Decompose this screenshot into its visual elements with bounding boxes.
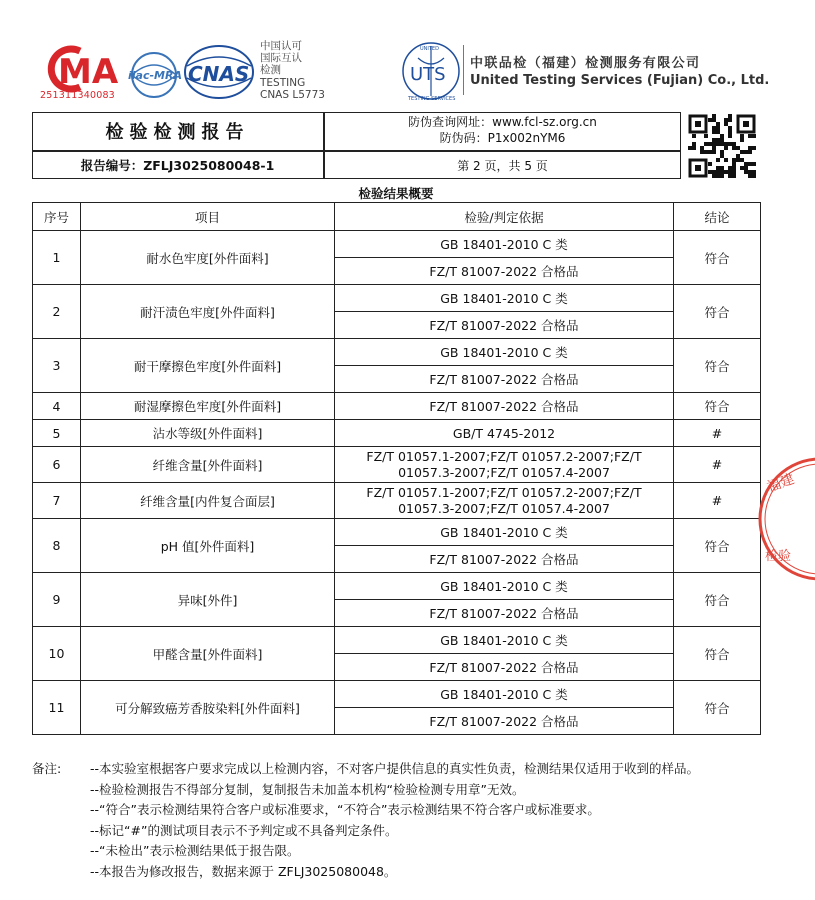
- row-basis: FZ/T 81007-2022 合格品: [335, 393, 674, 420]
- table-row: [33, 483, 761, 519]
- report-number: 报告编号：ZFLJ3025080048-1: [80, 158, 275, 173]
- table-row: [33, 231, 761, 258]
- note-line: --检验检测报告不得部分复制，复制报告未加盖本机构“检验检测专用章”无效。: [90, 781, 525, 797]
- row-no: 7: [33, 483, 81, 519]
- note-line: --标记“#”的测试项目表示不予判定或不具备判定条件。: [90, 822, 398, 838]
- table-row: [33, 519, 761, 546]
- row-result: #: [674, 420, 761, 447]
- row-result: 符合: [674, 573, 761, 627]
- row-basis: GB 18401-2010 C 类: [335, 231, 674, 258]
- col-header-result: 结论: [674, 203, 761, 231]
- table-row: [33, 393, 761, 420]
- row-item: 耐湿摩擦色牢度[外件面料]: [81, 393, 335, 420]
- results-table: [32, 202, 761, 735]
- row-item: 异味[外件]: [81, 573, 335, 627]
- report-title: 检验检测报告: [105, 122, 250, 143]
- row-basis: GB/T 4745-2012: [335, 420, 674, 447]
- table-row: [33, 339, 761, 366]
- row-item: 纤维含量[外件面料]: [81, 447, 335, 483]
- cma-code: 251311340083: [40, 90, 115, 101]
- row-result: #: [674, 483, 761, 519]
- uts-logo: [398, 38, 464, 104]
- col-header-no: 序号: [33, 203, 81, 231]
- row-no: 11: [33, 681, 81, 735]
- svg-text:MA: MA: [58, 52, 119, 92]
- note-line: --本报告为修改报告，数据来源于 ZFLJ3025080048。: [90, 863, 397, 879]
- company-name-en: United Testing Services (Fujian) Co., Ltd.: [470, 73, 770, 88]
- row-basis: FZ/T 81007-2022 合格品: [335, 708, 674, 735]
- row-no: 5: [33, 420, 81, 447]
- row-result: 符合: [674, 519, 761, 573]
- table-row: [33, 447, 761, 483]
- row-basis: GB 18401-2010 C 类: [335, 681, 674, 708]
- row-no: 8: [33, 519, 81, 573]
- verify-code: 防伪码：P1x002nYM6: [439, 131, 566, 145]
- cnas-accreditation-text: 中国认可 国际互认 检测 TESTING CNAS L5773: [260, 40, 325, 101]
- verify-url[interactable]: 防伪查询网址：www.fcl-sz.org.cn: [408, 115, 597, 129]
- svg-text:UNITED: UNITED: [420, 46, 439, 52]
- row-basis: GB 18401-2010 C 类: [335, 519, 674, 546]
- row-basis: FZ/T 81007-2022 合格品: [335, 312, 674, 339]
- table-row: [33, 420, 761, 447]
- row-basis: FZ/T 81007-2022 合格品: [335, 654, 674, 681]
- table-row: [33, 681, 761, 708]
- row-no: 3: [33, 339, 81, 393]
- row-no: 10: [33, 627, 81, 681]
- note-line: --本实验室根据客户要求完成以上检测内容，不对客户提供信息的真实性负责，检测结果仅适用于收到的样品。: [90, 761, 700, 776]
- cnas-logo-text: CNAS: [188, 62, 250, 86]
- cma-logo: [42, 47, 124, 92]
- note-line: --“符合”表示检测结果符合客户或标准要求，“不符合”表示检测结果不符合客户或标准要求。: [90, 802, 600, 818]
- svg-text:UTS: UTS: [410, 64, 446, 85]
- row-item: 耐水色牢度[外件面料]: [81, 231, 335, 285]
- table-header-row: [33, 203, 761, 231]
- row-result: 符合: [674, 627, 761, 681]
- row-basis: FZ/T 81007-2022 合格品: [335, 258, 674, 285]
- row-item: 沾水等级[外件面料]: [81, 420, 335, 447]
- row-item: pH 值[外件面料]: [81, 519, 335, 573]
- ilac-mra-logo: [122, 50, 192, 98]
- note-line: --“未检出”表示检测结果低于报告限。: [90, 843, 300, 859]
- svg-text:TESTING SERVICES: TESTING SERVICES: [408, 96, 456, 102]
- row-basis: FZ/T 81007-2022 合格品: [335, 546, 674, 573]
- row-item: 甲醛含量[外件面料]: [81, 627, 335, 681]
- row-basis: FZ/T 81007-2022 合格品: [335, 366, 674, 393]
- row-result: 符合: [674, 285, 761, 339]
- notes-label: 备注:: [32, 761, 62, 776]
- table-row: [33, 573, 761, 600]
- row-no: 2: [33, 285, 81, 339]
- row-no: 4: [33, 393, 81, 420]
- row-result: 符合: [674, 393, 761, 420]
- row-result: 符合: [674, 231, 761, 285]
- row-item: 纤维含量[内件复合面层]: [81, 483, 335, 519]
- logo-divider: [463, 45, 464, 95]
- row-basis: FZ/T 01057.1-2007;FZ/T 01057.2-2007;FZ/T 01057.3-2007;FZ/T 01057.4-2007: [335, 483, 674, 519]
- row-item: 耐汗渍色牢度[外件面料]: [81, 285, 335, 339]
- row-no: 9: [33, 573, 81, 627]
- row-result: #: [674, 447, 761, 483]
- notes-list: [90, 759, 699, 883]
- row-basis: GB 18401-2010 C 类: [335, 339, 674, 366]
- inspection-stamp: [755, 452, 815, 587]
- table-row: [33, 285, 761, 312]
- company-name-cn: 中联品检（福建）检测服务有限公司: [470, 56, 701, 71]
- row-result: 符合: [674, 339, 761, 393]
- row-result: 符合: [674, 681, 761, 735]
- page-indicator: 第 2 页，共 5 页: [457, 158, 548, 173]
- row-no: 6: [33, 447, 81, 483]
- row-item: 可分解致癌芳香胺染料[外件面料]: [81, 681, 335, 735]
- svg-text:福建: 福建: [764, 471, 797, 496]
- row-basis: FZ/T 81007-2022 合格品: [335, 600, 674, 627]
- svg-text:ilac-MRA: ilac-MRA: [128, 69, 182, 82]
- row-no: 1: [33, 231, 81, 285]
- table-row: [33, 627, 761, 654]
- row-basis: FZ/T 01057.1-2007;FZ/T 01057.2-2007;FZ/T 01057.3-2007;FZ/T 01057.4-2007: [335, 447, 674, 483]
- row-basis: GB 18401-2010 C 类: [335, 627, 674, 654]
- row-basis: GB 18401-2010 C 类: [335, 285, 674, 312]
- qr-code[interactable]: [688, 114, 756, 178]
- col-header-item: 项目: [81, 203, 335, 231]
- row-item: 耐干摩擦色牢度[外件面料]: [81, 339, 335, 393]
- anti-counterfeit-info: [324, 114, 681, 146]
- summary-title: 检验结果概要: [358, 186, 434, 201]
- row-basis: GB 18401-2010 C 类: [335, 573, 674, 600]
- svg-text:检验: 检验: [765, 549, 792, 564]
- col-header-basis: 检验/判定依据: [335, 203, 674, 231]
